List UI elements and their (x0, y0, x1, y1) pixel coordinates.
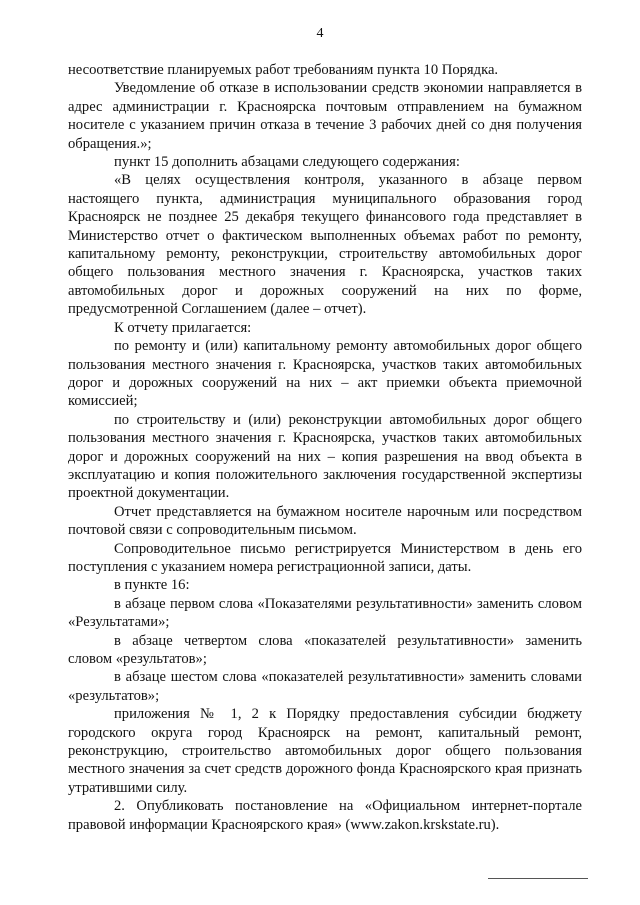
footer-rule (488, 878, 588, 879)
paragraph: по строительству и (или) реконструкции автомобильных дорог общего пользования местного значения г. Красноярска, участков таких автомобильных дорог и дорожных сооружений на них – копия разрешения на ввод объекта в эксплуатацию и копия положительного заключения государственной экспертизы проектной документации. (68, 411, 582, 502)
paragraph: в абзаце четвертом слова «показателей результативности» заменить словом «результатов»; (68, 632, 582, 667)
page-number: 4 (316, 26, 324, 41)
paragraph: несоответствие планируемых работ требованиям пункта 10 Порядка. (68, 62, 499, 78)
paragraph: пункт 15 дополнить абзацами следующего содержания: (114, 154, 460, 171)
paragraph: Сопроводительное письмо регистрируется Министерством в день его поступления с указанием номера регистрационной записи, даты. (68, 540, 582, 575)
paragraph: К отчету прилагается: (114, 319, 252, 336)
paragraph: в абзаце первом слова «Показателями результативности» заменить словом «Результатами»; (68, 595, 582, 631)
paragraph: «В целях осуществления контроля, указанного в абзаце первом настоящего пункта, администрация муниципального образования город Красноярск не позднее 25 декабря текущего финансового года представляет в Министерство отчет о фактическом выполненных объемах работ по ремонту, капитальному ремонту, реконструкции, строительству автомобильных дорог общего пользования местного значения г. Красноярска, участков таких автомобильных дорог и дорожных сооружений на них по форме, предусмотренной Соглашением (далее – отчет). (68, 172, 582, 318)
paragraph: по ремонту и (или) капитальному ремонту автомобильных дорог общего пользования местного значения г. Красноярска, участков таких автомобильных дорог и дорожных сооружений на них – акт приемки объекта приемочной комиссией; (68, 338, 582, 410)
paragraph: приложения № 1, 2 к Порядку предоставления субсидии бюджету городского округа город Красноярск на ремонт, капитальный ремонт, реконструкцию, строительство автомобильных дорог общего пользования местного значения за счет средств дорожного фонда Красноярского края признать утратившими силу. (68, 706, 582, 796)
paragraph: 2. Опубликовать постановление на «Официальном интернет-портале правовой информации Красноярского края» (www.zakon.krskstate.ru). (68, 798, 582, 833)
paragraph: в пункте 16: (114, 577, 190, 594)
paragraph: в абзаце шестом слова «показателей результативности» заменить словами «результатов»; (68, 669, 582, 704)
paragraph: Отчет представляется на бумажном носителе нарочным или посредством почтовой связи с сопроводительным письмом. (68, 503, 582, 539)
document-body (68, 61, 582, 834)
paragraph: Уведомление об отказе в использовании средств экономии направляется в адрес администрации г. Красноярска почтовым отправлением на бумажном носителе с указанием причин отказа в течение 3 рабочих дней со дня получения обращения.»; (68, 80, 582, 152)
